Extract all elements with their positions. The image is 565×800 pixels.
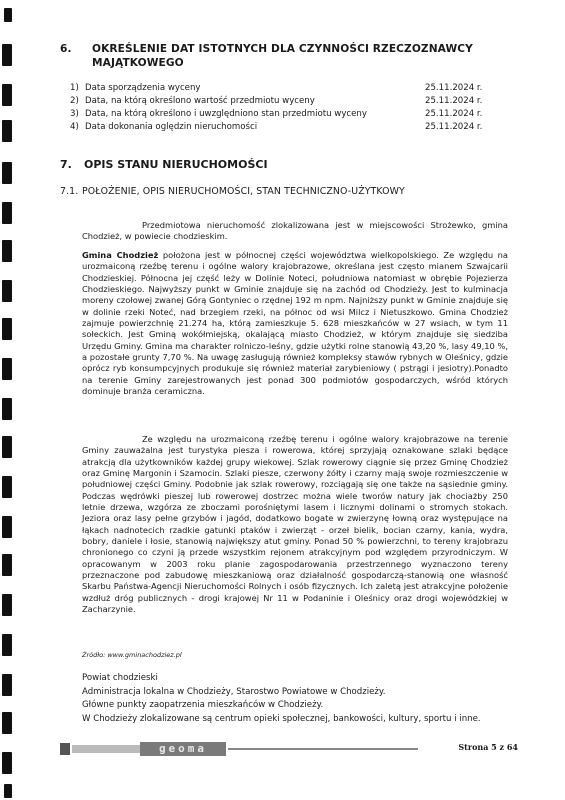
section-6-title-line2: MAJĄTKOWEGO (92, 57, 184, 69)
binder-mark (2, 358, 12, 380)
binder-mark (2, 712, 12, 734)
binder-mark (2, 634, 12, 656)
page-number: Strona 5 z 64 (458, 742, 518, 752)
intro-paragraph (82, 220, 508, 243)
date-row (70, 121, 500, 134)
binder-mark (2, 318, 12, 340)
section-6-title-line1: OKREŚLENIE DAT ISTOTNYCH DLA CZYNNOŚCI RZECZOZNAWCY (92, 43, 473, 55)
date-index: 3) (70, 109, 79, 119)
section-7-title: OPIS STANU NIERUCHOMOŚCI (84, 158, 268, 171)
page-footer (52, 743, 518, 755)
footer-bar (60, 743, 70, 755)
intro-text: Przedmiotowa nieruchomość zlokalizowana jest w miejscowości Strożewko, gmina Chodzież, w powiecie chodzieskim. (82, 220, 508, 242)
section-7-heading (60, 158, 268, 171)
date-label: Data, na którą określono wartość przedmiotu wyceny (85, 96, 315, 106)
powiat-block (82, 672, 552, 726)
date-value: 25.11.2024 r. (425, 83, 483, 93)
binder-mark (2, 44, 12, 66)
binder-mark (2, 120, 12, 142)
subsection-7-1-heading (60, 186, 405, 197)
key-dates-list (70, 82, 500, 134)
gmina-paragraph (82, 250, 508, 397)
geoma-logo: geoma (140, 742, 226, 756)
subsection-title: POŁOŻENIE, OPIS NIERUCHOMOŚCI, STAN TECHNICZNO-UŻYTKOWY (82, 186, 405, 197)
section-6-heading (60, 42, 520, 70)
section-7-number: 7. (60, 158, 72, 171)
powiat-line: Administracja lokalna w Chodzieży, Starostwo Powiatowe w Chodzieży. (82, 686, 386, 697)
date-row (70, 82, 500, 95)
date-value: 25.11.2024 r. (425, 96, 483, 106)
date-index: 2) (70, 96, 79, 106)
binder-mark (2, 240, 12, 262)
gmina-name: Gmina Chodzież (82, 250, 159, 260)
binder-mark (2, 398, 12, 420)
date-row (70, 108, 500, 121)
date-label: Data dokonania oględzin nieruchomości (85, 122, 258, 132)
date-value: 25.11.2024 r. (425, 109, 483, 119)
gmina-text: położona jest w północnej części województwa wielkopolskiego. Ze względu na urozmaiconą rzeźbę terenu i ogólne walory krajobrazowe, określana jest często mianem Szwajcarii Chodzieskiej. Północna jej część leży w Dolinie Noteci, południowa natomiast w obrębie Pojezierza Chodzieskiego. Najwyższy punkt w Gminie znajduje się na zachód od Chodzieży. Jest to kulminacja moreny czołowej zwanej Górą Gontyniec o rzędnej 192 m npm. Najniższy punkt w Gminie znajduje się w dolinie rzeki Noteć, nad brzegiem rzeki, na północ od wsi Milcz i Nietuszkowo. Gmina Chodzież zajmuje powierzchnię 21.274 ha, którą zamieszkuje 5. 628 mieszkańców w 27 wsiach, w tym 11 sołeckich. Jest Gminą wokółmiejską, okalającą miasto Chodzież, w którym znajduje się siedziba Urzędu Gminy. Gmina ma charakter rolniczo-leśny, gdzie użytki rolne stanowią 43,20 %, lasy 49,10 %, a pozostałe grunty 7,70 %. Na uwagę zasługują również kompleksy stawów rybnych w Oleśnicy, gdzie oprócz ryb konsumpcyjnych produkuje się również materiał zarybieniowy ( pstrągi i jesiotry).Ponadto na terenie Gminy zarejestrowanych jest ponad 300 podmiotów gospodarczych, wśród których dominuje branża ceramiczna. (82, 250, 508, 397)
binder-mark (4, 8, 12, 22)
binder-hole-marks (0, 0, 22, 800)
date-label: Data, na którą określono i uwzględniono stan przedmiotu wyceny (85, 109, 367, 119)
subsection-number: 7.1. (60, 186, 79, 197)
tourism-paragraph: Ze względu na urozmaiconą rzeźbę terenu i ogólne walory krajobrazowe na terenie Gminy zauważalna jest turystyka piesza i rowerowa, której sprzyjają oznakowane szlaki będące atrakcją dla użytkowników każdej grupy wiekowej. Szlak rowerowy ciągnie się przez Gminę Chodzież oraz Gminę Margonin i Szamocin. Szlaki piesze, czerwony żółty i czarny mają swoje rozmieszczenie w południowej części Gminy. Podobnie jak szlak rowerowy, rozciągają się one także na sąsiednie gminy. Podczas wędrówki pieszej lub rowerowej dostrzec można wiele tworów natury jak chociażby 250 letnie drzewa, wzgórza ze zboczami porośniętymi lasem i licznymi dolinami o stromych stokach. Jeziora oraz lasy pełne grzybów i jagód, dodatkowo bogate w zwierzynę łowną oraz występujące na łąkach nadnotecich rzadkie gatunki ptaków i zwierząt - orzeł bielik, bocian czarny, kania, wydra, bobry, daniele i łosie, stanowią największy atut gminy. Ponad 50 % powierzchni, to tereny krajobrazu chronionego co czyni ją przede wszystkim rejonem atrakcyjnym pod względem przyrodniczym. W opracowanym w 2003 roku planie zagospodarowania przestrzennego wyznaczono tereny przeznaczone pod zabudowę mieszkaniową oraz działalność gospodarczą-stanowią one własność Skarbu Państwa-Agencji Nieruchomości Rolnych i osób fizycznych. Ich zaletą jest atrakcyjne położenie wzdłuż dróg publicznych - drogi krajowej Nr 11 w Podaninie i Oleśnicy oraz drogi wojewódzkiej w Zacharzynie. (82, 434, 508, 615)
source-note: Źródło: www.gminachodziez.pl (82, 651, 182, 659)
binder-mark (2, 752, 12, 774)
binder-mark (2, 84, 12, 106)
binder-mark (2, 594, 12, 616)
date-index: 4) (70, 122, 79, 132)
date-label: Data sporządzenia wyceny (85, 83, 201, 93)
footer-rule (228, 748, 418, 750)
binder-mark (2, 162, 12, 184)
binder-mark (2, 436, 12, 458)
binder-mark (2, 476, 12, 498)
date-row (70, 95, 500, 108)
binder-mark (2, 202, 12, 224)
powiat-heading: Powiat chodzieski (82, 673, 158, 683)
powiat-line: W Chodzieży zlokalizowane są centrum opieki społecznej, bankowości, kultury, sportu i inne. (82, 713, 481, 724)
binder-mark (2, 554, 12, 576)
binder-mark (2, 280, 12, 302)
date-value: 25.11.2024 r. (425, 122, 483, 132)
footer-bar (72, 745, 142, 753)
binder-mark (4, 784, 12, 798)
binder-mark (2, 674, 12, 696)
powiat-line: Główne punkty zaopatrzenia mieszkańców w Chodzieży. (82, 700, 324, 710)
binder-mark (2, 516, 12, 538)
date-index: 1) (70, 83, 79, 93)
section-6-number: 6. (60, 43, 72, 55)
